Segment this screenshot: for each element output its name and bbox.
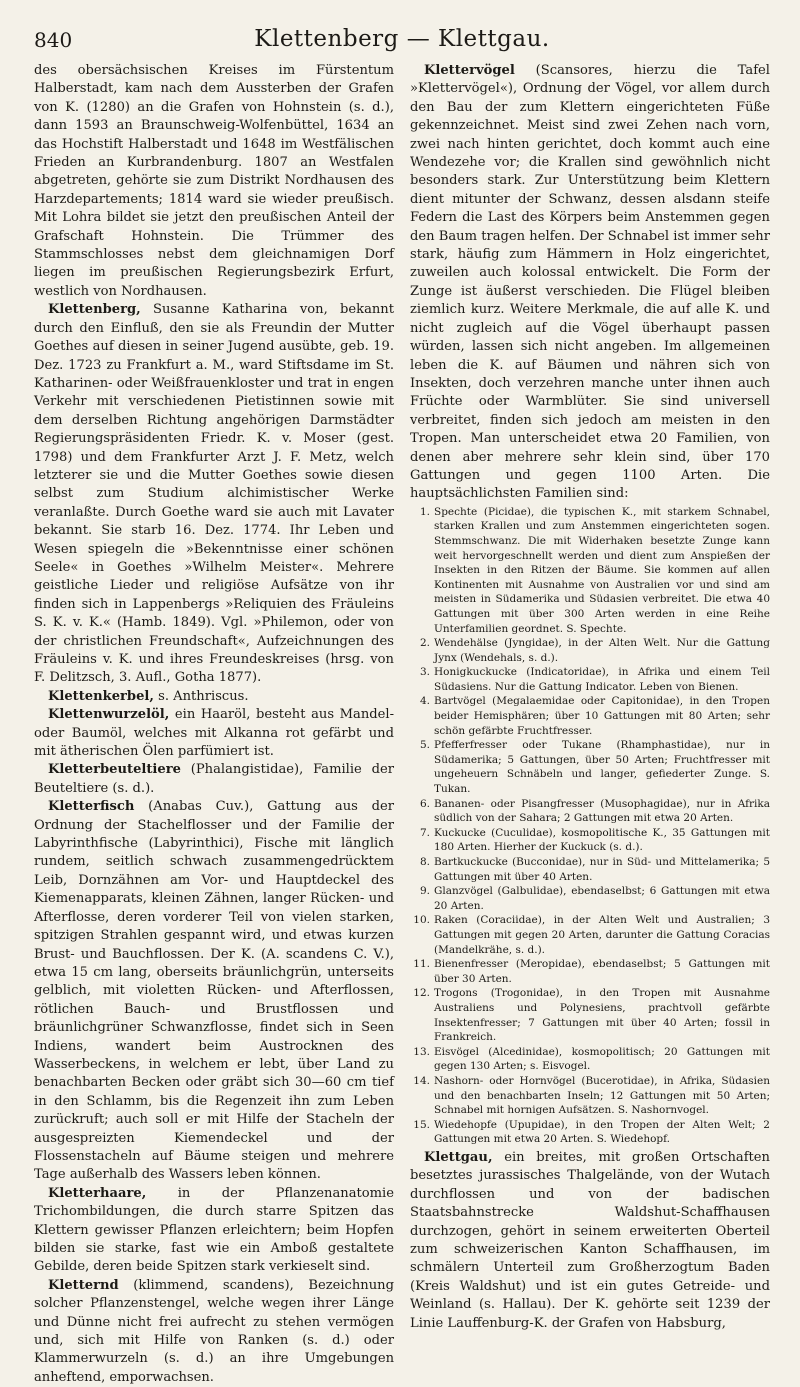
- list-item-text: Bartvögel (Megalaemidae oder Capitonidae), in den Tropen beider Hemisphären; über 10 Gattungen mit 80 Arten; sehr schön gefärbte Fruchtfresser.: [434, 695, 770, 737]
- list-item: [410, 826, 770, 855]
- list-item-text: Bartkuckucke (Bucconidae), nur in Süd- und Mittelamerika; 5 Gattungen mit über 40 Arten.: [434, 856, 770, 883]
- list-item-text: Honigkuckucke (Indicatoridae), in Afrika und einem Teil Südasiens. Nur die Gattung Indicator. Leben von Bienen.: [434, 666, 770, 693]
- entry-text: (Phalangistidae), Familie der Beuteltiere (s. d.).: [34, 762, 394, 796]
- list-item-number: 6.: [419, 797, 430, 810]
- list-item-number: 9.: [419, 885, 430, 898]
- entry-klettenkerbel: [34, 688, 394, 706]
- list-item-text: Wendehälse (Jyngidae), in der Alten Welt. Nur die Gattung Jynx (Wendehals, s. d.).: [434, 637, 770, 664]
- list-item-number: 3.: [419, 666, 430, 679]
- entry-headword: Klettervögel: [424, 63, 515, 78]
- list-item-text: Spechte (Picidae), die typischen K., mit starkem Schnabel, starken Krallen und zum Anstemmen eingerichteten sogen. Stemmschwanz. Die mit Widerhaken besetzte Zunge kann weit hervorgeschnellt werden und dient zum Anspießen der Insekten in den Ritzen der Bäume. Sie kommen auf allen Kontinenten mit Ausnahme von Australien vor und sind am meisten in Südamerika und Südasien verbreitet. Die etwa 40 Gattungen mit über 300 Arten werden in eine Reihe Unterfamilien geordnet. S. Spechte.: [434, 505, 770, 635]
- entry-text: des obersächsischen Kreises im Fürstentum Halberstadt, kam nach dem Aussterben der Grafen von K. (1280) an die Grafen von Hohnstein (s. d.), dann 1593 an Braunschweig-Wolfenbüttel, 1634 an das Hochstift Halberstadt und 1648 im Westfälischen Frieden an Kurbrandenburg. 1807 an Westfalen abgetreten, gehörte sie zum Distrikt Nordhausen des Harzdepartements; 1814 ward sie wieder preußisch. Mit Lohra bildet sie jetzt den preußischen Anteil der Grafschaft Hohnstein. Die Trümmer des Stammschlosses nebst dem gleichnamigen Dorf liegen im preußischen Regierungsbezirk Erfurt, westlich von Nordhausen.: [34, 63, 394, 299]
- page-header: [34, 22, 770, 62]
- list-item: [410, 855, 770, 884]
- list-item-text: Glanzvögel (Galbulidae), ebendaselbst; 6 Gattungen mit etwa 20 Arten.: [434, 885, 770, 912]
- list-item-text: Bananen- oder Pisangfresser (Musophagidae), nur in Afrika südlich von der Sahara; 2 Gattungen mit etwa 20 Arten.: [434, 797, 770, 825]
- entry-text: ein breites, mit großen Ortschaften besetztes jurassisches Thalgelände, von der Wutach durchflossen und von der badischen Staatsbahnstrecke Waldshut-Schaffhausen durchzogen, gehört in seinem erweiterten Oberteil zum schweizerischen Kanton Schaffhausen, im schmälern Unterteil zum Großherzogtum Baden (Kreis Waldshut) und ist ein gutes Getreide- und Weinland (s. Hallau). Der K. gehörte seit 1239 der Linie Lauffenburg-K. der Grafen von Habsburg,: [410, 1149, 770, 1331]
- list-item: [410, 797, 770, 826]
- right-column: [410, 62, 770, 1387]
- entry-klettenberg-susanne: [34, 301, 394, 688]
- entry-headword: Kletterbeuteltiere: [48, 762, 181, 778]
- entry-klettervoegel: [410, 62, 770, 504]
- entry-headword: Klettenberg,: [48, 302, 141, 318]
- list-item-number: 12.: [413, 987, 430, 1000]
- list-item-number: 15.: [413, 1118, 430, 1131]
- entry-headword: Kletterhaare,: [48, 1185, 147, 1201]
- left-column: [34, 62, 394, 1387]
- list-item: [410, 505, 770, 636]
- list-item: [410, 884, 770, 913]
- list-item-text: Kuckucke (Cuculidae), kosmopolitische K., 35 Gattungen mit 180 Arten. Hierher der Kuckuck (s. d.).: [434, 826, 770, 854]
- entry-headword: Klettenwurzelöl,: [48, 707, 170, 723]
- entry-text: (Scansores, hierzu die Tafel »Klettervögel«), Ordnung der Vögel, vor allem durch den Bau der zum Klettern eingerichteten Füße gekennzeichnet. Meist sind zwei Zehen nach vorn, zwei nach hinten gerichtet, doch kommt auch eine Wendezehe vor; die Krallen sind gewöhnlich nicht besonders stark. Zur Unterstützung beim Klettern dient mitunter der Schwanz, dessen alsdann steife Federn die Last des Körpers beim Anstemmen gegen den Baum tragen helfen. Der Schnabel ist immer sehr stark, häufig zum Hämmern in Holz eingerichtet, zuweilen auch kolossal entwickelt. Die Form der Zunge ist äußerst verschieden. Die Flügel bleiben ziemlich kurz. Weitere Merkmale, die auf alle K. und nicht zugleich auf die Vögel überhaupt passen würden, lassen sich nicht angeben. Im allgemeinen leben die K. auf Bäumen und nähren sich von Insekten, doch verzehren manche unter ihnen auch Früchte oder Warmblüter. Sie sind universell verbreitet, finden sich jedoch am meisten in den Tropen. Man unterscheidet etwa 20 Familien, von denen aber mehrere sehr klein sind, über 170 Gattungen und gegen 1100 Arten. Die hauptsächlichsten Familien sind:: [410, 63, 770, 502]
- list-item-text: Eisvögel (Alcedinidae), kosmopolitisch; 20 Gattungen mit gegen 130 Arten; s. Eisvogel.: [434, 1045, 770, 1073]
- list-item-number: 13.: [413, 1045, 430, 1058]
- list-item: [410, 1045, 770, 1074]
- list-item: [410, 957, 770, 986]
- list-item-number: 8.: [419, 856, 430, 868]
- list-item: [410, 913, 770, 957]
- two-column-body: [34, 62, 770, 1387]
- list-item-text: Trogons (Trogonidae), in den Tropen mit Ausnahme Australiens und Polynesiens, prachtvoll gefärbte Insektenfresser; 7 Gattungen mit über 40 Arten; fossil in Frankreich.: [434, 987, 770, 1044]
- list-item-number: 7.: [419, 826, 430, 839]
- entry-headword: Kletterfisch: [48, 799, 135, 815]
- list-item: [410, 665, 770, 694]
- list-item-text: Pfefferfresser oder Tukane (Rhamphastidae), nur in Südamerika; 5 Gattungen, über 50 Arten; Fruchtfresser mit ungeheuern Schnäbeln und langer, gefiederter Zunge. S. Tukan.: [434, 739, 770, 796]
- list-item-text: Nashorn- oder Hornvögel (Bucerotidae), in Afrika, Südasien und den benachbarten Inseln; 12 Gattungen mit 50 Arten; Schnabel mit hornigen Aufsätzen. S. Nashornvogel.: [434, 1074, 770, 1117]
- entry-text: (Anabas Cuv.), Gattung aus der Ordnung der Stachelflosser und der Familie der Labyrinthfische (Labyrinthici), Fische mit länglich rundem, seitlich schwach zusammengedrücktem Leib, Dornzähnen am Vor- und Hauptdeckel des Kiemenapparats, kleinen Zähnen, langer Rücken- und Afterflosse, deren vorderer Teil von vielen starken, spitzigen Strahlen gespannt wird, und etwas kurzen Brust- und Bauchflossen. Der K. (A. scandens C. V.), etwa 15 cm lang, oberseits bräunlichgrün, unterseits gelblich, mit violetten Rücken- und Afterflossen, rötlichen Bauch- und Brustflossen und bräunlichgrüner Schwanzflosse, findet sich in Seen Indiens, wandert beim Austrocknen des Wasserbeckens, in welchem er lebt, über Land zu benachbarten Becken oder gräbt sich 30—60 cm tief in den Schlamm, bis die Regenzeit ihn zum Leben zurückruft; auch soll er mit Hilfe der Stacheln der ausgespreizten Kiemendeckel und der Flossenstacheln auf Bäume steigen und mehrere Tage außerhalb des Wassers leben können.: [34, 799, 394, 1183]
- entry-text: (klimmend, scandens), Bezeichnung solcher Pflanzenstengel, welche wegen ihrer Länge und Dünne nicht frei aufrecht zu stehen vermögen und, sich mit Hilfe von Ranken (s. d.) oder Klammerwurzeln (s. d.) an ihre Umgebungen anheftend, emporwachsen.: [34, 1277, 394, 1385]
- page-number: 840: [34, 28, 73, 52]
- entry-klettgau: [410, 1149, 770, 1333]
- entry-text: s. Anthriscus.: [153, 688, 249, 704]
- list-item: [410, 1118, 770, 1147]
- entry-kletternd: [34, 1277, 394, 1387]
- list-item-text: Wiedehopfe (Upupidae), in den Tropen der Alten Welt; 2 Gattungen mit etwa 20 Arten. S. Wiedehopf.: [434, 1118, 770, 1146]
- entry-text: in der Pflanzenanatomie Trichombildungen, die durch starre Spitzen das Klettern gewisser Pflanzen erleichtern; beim Hopfen bilden sie starke, fast wie ein Amboß gestaltete Gebilde, deren beide Spitzen stark verkieselt sind.: [34, 1185, 394, 1275]
- list-item-number: 2.: [419, 637, 430, 650]
- list-item: [410, 694, 770, 738]
- list-item: [410, 1074, 770, 1118]
- entry-klettenwurzeloel: [34, 706, 394, 761]
- entry-text: ein Haaröl, besteht aus Mandel- oder Baumöl, welches mit Alkanna rot gefärbt und mit ätherischen Ölen parfümiert ist.: [34, 707, 394, 760]
- list-item-number: 14.: [413, 1074, 430, 1087]
- entry-kletterfisch: [34, 798, 394, 1185]
- list-item-text: Bienenfresser (Meropidae), ebendaselbst; 5 Gattungen mit über 30 Arten.: [434, 958, 770, 985]
- entry-continuation: [34, 62, 394, 301]
- list-item: [410, 986, 770, 1044]
- list-item-number: 5.: [419, 739, 430, 752]
- family-list: [410, 505, 770, 1147]
- list-item: [410, 636, 770, 665]
- list-item-number: 1.: [419, 505, 430, 518]
- list-item-text: Raken (Coraciidae), in der Alten Welt und Australien; 3 Gattungen mit gegen 20 Arten, darunter die Gattung Coracias (Mandelkrähe, s. d.).: [434, 914, 770, 956]
- entry-text: Susanne Katharina von, bekannt durch den Einfluß, den sie als Freundin der Mutter Goethes auf diesen in seiner Jugend ausübte, geb. 19. Dez. 1723 zu Frankfurt a. M., ward Stiftsdame im St. Katharinen- oder Weißfrauenkloster und trat in engen Verkehr mit verschiedenen Pietistinnen sowie mit dem derselben Richtung angehörigen Darmstädter Regierungspräsidenten Friedr. K. v. Moser (gest. 1798) und dem Frankfurter Arzt J. F. Metz, welch letzterer sie und die Mutter Goethes sowie diesen selbst zum Studium alchimistischer Werke veranlaßte. Durch Goethe ward sie auch mit Lavater bekannt. Sie starb 16. Dez. 1774. Ihr Leben und Wesen spiegeln die »Bekenntnisse einer schönen Seele« in Goethes »Wilhelm Meister«. Mehrere geistliche Lieder und religiöse Aufsätze von ihr finden sich in Lappenbergs »Reliquien des Fräuleins S. K. v. K.« (Hamb. 1849). Vgl. »Philemon, oder von der christlichen Freundschaft«, Aufzeichnungen des Fräuleins v. K. und ihres Freundeskreises (hrsg. von F. Delitzsch, 3. Aufl., Gotha 1877).: [34, 302, 394, 686]
- entry-kletterhaare: [34, 1185, 394, 1277]
- list-item-number: 4.: [419, 695, 430, 708]
- list-item-number: 10.: [413, 914, 430, 927]
- running-title: Klettenberg — Klettgau.: [254, 26, 550, 52]
- list-item-number: 11.: [413, 958, 430, 971]
- entry-headword: Klettgau,: [424, 1149, 493, 1165]
- entry-headword: Kletternd: [48, 1277, 119, 1293]
- entry-kletterbeuteltiere: [34, 761, 394, 798]
- entry-headword: Klettenkerbel,: [48, 688, 154, 704]
- list-item: [410, 738, 770, 796]
